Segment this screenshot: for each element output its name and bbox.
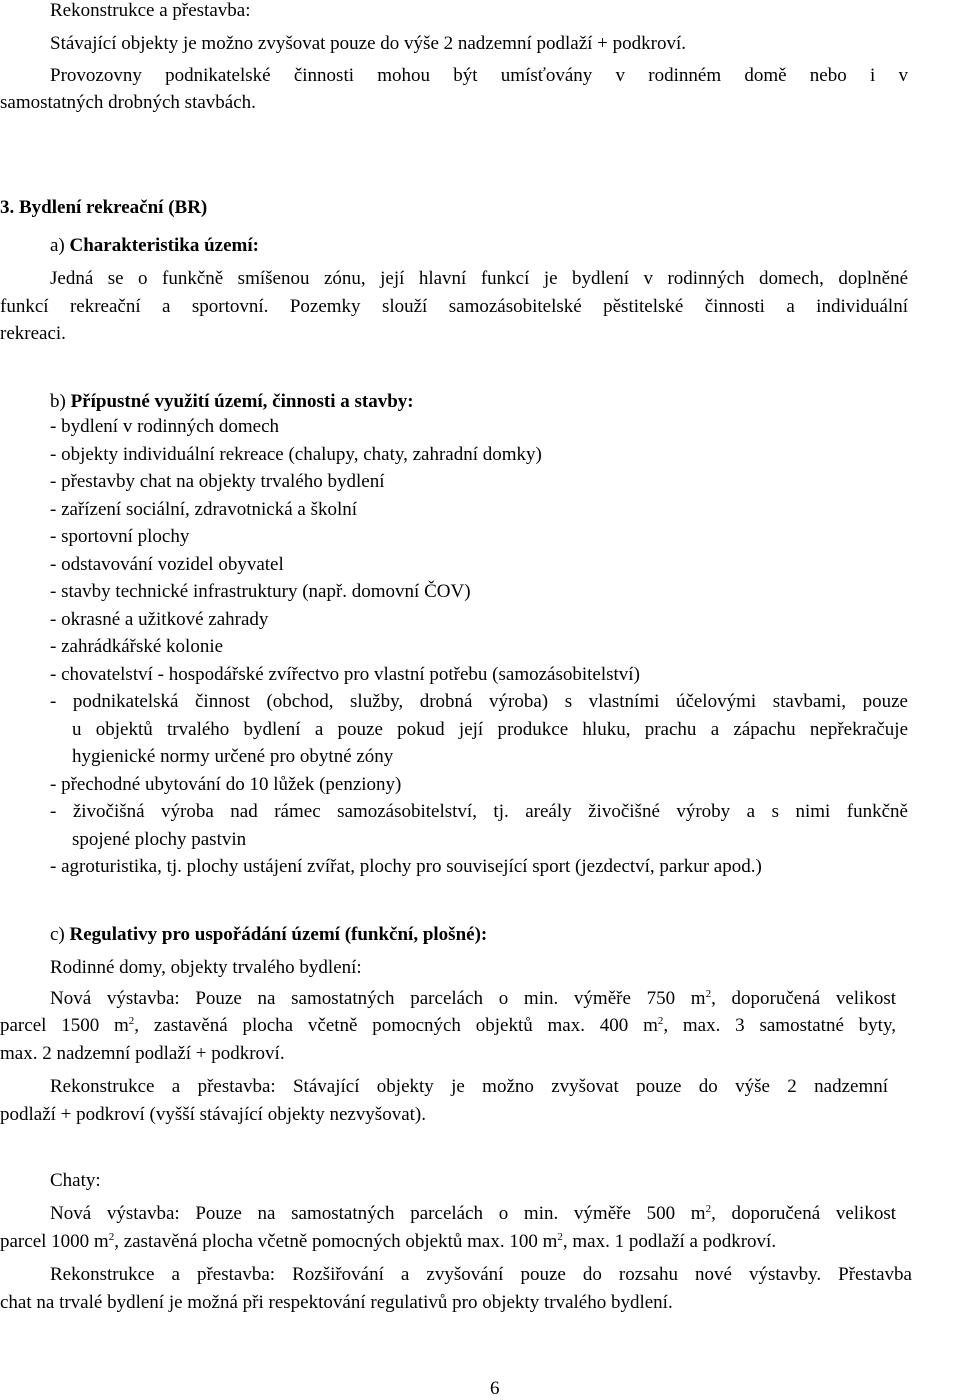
list-item: - objekty individuální rekreace (chalupy, chaty, zahradní domky)	[50, 444, 542, 465]
page-number: 6	[490, 1378, 500, 1399]
subsection-c-heading	[50, 924, 487, 946]
text-run: parcel 1500 m	[0, 1015, 129, 1036]
subsection-a-heading	[50, 235, 259, 257]
list-item: - okrasné a užitkové zahrady	[50, 609, 269, 630]
paragraph-line: Jedná se o funkčně smíšenou zónu, její hlavní funkcí je bydlení v rodinných domech, doplněné	[50, 268, 908, 289]
intro-heading: Rekonstrukce a přestavba:	[50, 0, 251, 21]
superscript: 2	[108, 1231, 115, 1243]
list-item: - odstavování vozidel obyvatel	[50, 554, 284, 575]
list-item: - agroturistika, tj. plochy ustájení zvířat, plochy pro související sport (jezdectví, parkur apod.)	[50, 856, 762, 877]
list-item-continuation: u objektů trvalého bydlení a pouze pokud její produkce hluku, prachu a zápachu nepřekračuje	[72, 719, 908, 740]
list-item-continuation: hygienické normy určené pro obytné zóny	[72, 746, 394, 767]
section-title-text: Bydlení rekreační (BR)	[19, 197, 208, 218]
subsection-heading: Charakteristika území:	[69, 235, 259, 256]
paragraph-line: podlaží + podkroví (vyšší stávající objekty nezvyšovat).	[0, 1104, 426, 1125]
list-item-continuation: spojené plochy pastvin	[72, 829, 247, 850]
subsection-heading: Přípustné využití území, činnosti a stavby:	[70, 391, 414, 412]
text-run: , zastavěná plocha včetně pomocných objektů max. 400 m	[134, 1015, 658, 1036]
list-item: - bydlení v rodinných domech	[50, 416, 280, 437]
paragraph-line: chat na trvalé bydlení je možná při respektování regulativů pro objekty trvalého bydlení.	[0, 1292, 673, 1313]
superscript: 2	[657, 1015, 664, 1027]
list-item: - zařízení sociální, zdravotnická a školní	[50, 499, 358, 520]
paragraph-line: funkcí rekreační a sportovní. Pozemky slouží samozásobitelské pěstitelské činnosti a individuální	[0, 296, 908, 317]
section-number: 3.	[0, 197, 15, 218]
superscript: 2	[128, 1015, 135, 1027]
subsection-prefix: b)	[50, 391, 66, 412]
text-run: , max. 3 samostatné byty,	[663, 1015, 896, 1036]
paragraph-line	[50, 988, 896, 1012]
intro-line: Provozovny podnikatelské činnosti mohou být umísťovány v rodinném domě nebo i v	[50, 65, 908, 86]
superscript: 2	[705, 988, 712, 1000]
intro-line: Stávající objekty je možno zvyšovat pouze do výše 2 nadzemní podlaží + podkroví.	[50, 33, 686, 54]
paragraph-line: max. 2 nadzemní podlaží + podkroví.	[0, 1043, 285, 1064]
list-item: - zahrádkářské kolonie	[50, 636, 224, 657]
superscript: 2	[705, 1203, 712, 1215]
text-run: parcel 1000 m	[0, 1231, 109, 1252]
text-run: Nová výstavba: Pouze na samostatných parcelách o min. výměře 750 m	[50, 988, 706, 1009]
superscript: 2	[557, 1231, 563, 1243]
list-item: - stavby technické infrastruktury (např. domovní ČOV)	[50, 581, 471, 602]
section-title	[0, 197, 207, 219]
list-item: - sportovní plochy	[50, 526, 190, 547]
subsection-prefix: c)	[50, 924, 65, 945]
paragraph-heading: Rodinné domy, objekty trvalého bydlení:	[50, 957, 362, 978]
text-run: , doporučená velikost	[711, 1203, 896, 1224]
list-item: - přechodné ubytování do 10 lůžek (penziony)	[50, 774, 402, 795]
paragraph-line	[50, 1203, 896, 1227]
text-run: , doporučená velikost	[711, 988, 896, 1009]
text-run: Nová výstavba: Pouze na samostatných parcelách o min. výměře 500 m	[50, 1203, 706, 1224]
text-run: , max. 1 podlaží a podkroví.	[562, 1231, 777, 1252]
subsection-prefix: a)	[50, 235, 65, 256]
list-item: - chovatelství - hospodářské zvířectvo pro vlastní potřebu (samozásobitelství)	[50, 664, 640, 685]
paragraph-line: Rekonstrukce a přestavba: Stávající objekty je možno zvyšovat pouze do výše 2 nadzemní	[50, 1076, 888, 1097]
paragraph-line: rekreaci.	[0, 323, 66, 344]
list-item: - podnikatelská činnost (obchod, služby, drobná výroba) s vlastními účelovými stavbami, pouze	[50, 691, 908, 712]
subsection-heading: Regulativy pro uspořádání území (funkční, plošné):	[69, 924, 488, 945]
paragraph-line	[0, 1015, 896, 1039]
intro-line: samostatných drobných stavbách.	[0, 92, 256, 113]
paragraph-heading: Chaty:	[50, 1170, 101, 1191]
subsection-b-heading	[50, 391, 414, 413]
paragraph-line	[0, 1231, 776, 1255]
text-run: , zastavěná plocha včetně pomocných objektů max. 100 m	[114, 1231, 558, 1252]
paragraph-line: Rekonstrukce a přestavba: Rozšiřování a zvyšování pouze do rozsahu nové výstavby. Přestavba	[50, 1264, 912, 1285]
list-item: - přestavby chat na objekty trvalého bydlení	[50, 471, 385, 492]
list-item: - živočišná výroba nad rámec samozásobitelství, tj. areály živočišné výroby a s nimi funkčně	[50, 801, 908, 822]
